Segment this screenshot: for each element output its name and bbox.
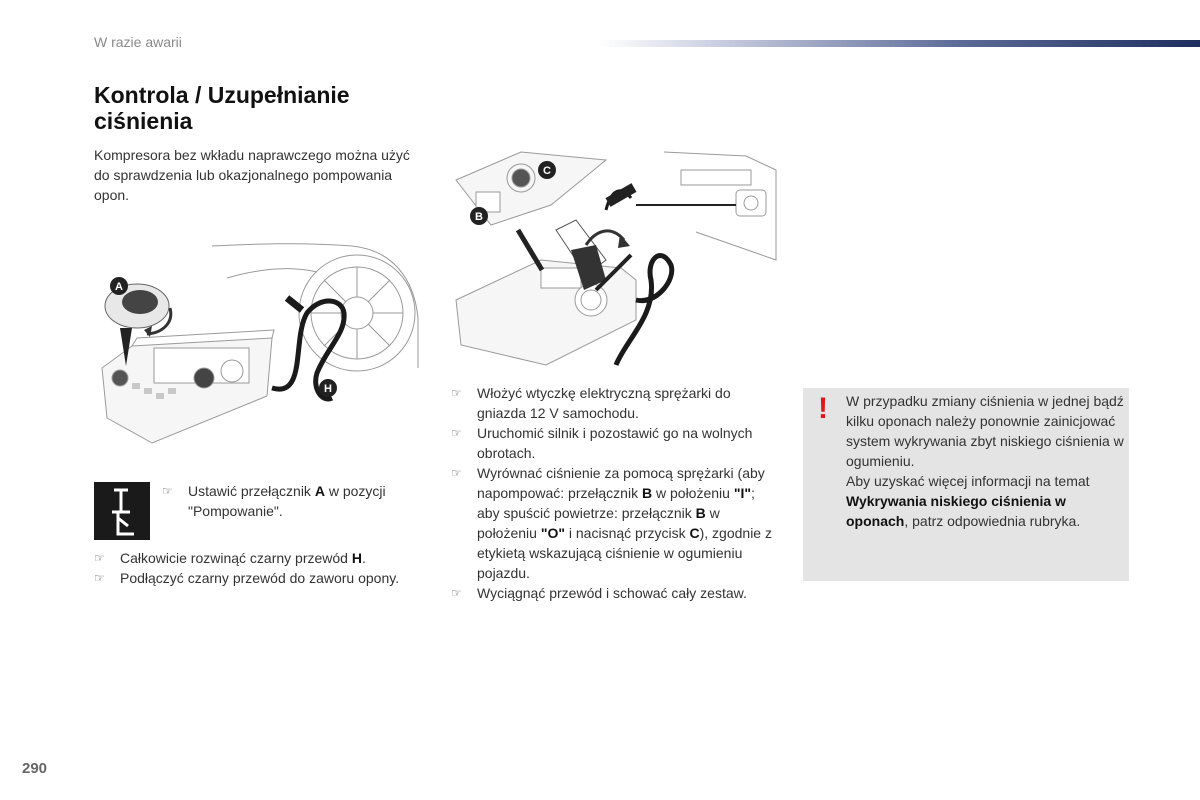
- hand-pointer-icon: ☞: [451, 426, 462, 440]
- label-b: B: [475, 211, 483, 223]
- list-item: ☞ Całkowicie rozwinąć czarny przewód H.: [94, 550, 366, 566]
- label-h: H: [324, 383, 332, 395]
- right-steps: [451, 383, 773, 603]
- compressor-detail-illustration: [446, 150, 778, 368]
- hand-pointer-icon: ☞: [451, 586, 462, 600]
- hand-pointer-icon: ☞: [451, 386, 462, 400]
- section-header: W razie awarii: [94, 34, 182, 50]
- header-gradient-bar: [600, 40, 1200, 47]
- warning-note: [803, 388, 1129, 581]
- hand-pointer-icon: ☞: [451, 466, 462, 480]
- list-item: ☞ Wyciągnąć przewód i schować cały zestaw.: [451, 585, 747, 601]
- list-item: ☞ Uruchomić silnik i pozostawić go na wolnych obrotach.: [451, 425, 753, 461]
- list-item: ☞ Podłączyć czarny przewód do zaworu opony.: [94, 570, 400, 586]
- label-c: C: [543, 165, 551, 177]
- hand-pointer-icon: ☞: [94, 551, 105, 565]
- left-steps-bottom: [94, 548, 414, 588]
- left-steps-top: [162, 481, 418, 521]
- list-item: ☞ Wyrównać ciśnienie za pomocą sprężarki (aby napompować: przełącznik B w położeniu "I"; aby spuścić powietrze: przełącznik B w położeniu "O" i nacisnąć przycisk C), zgodnie z etykietą wskazującą ciśnienie w ogumieniu pojazdu.: [451, 465, 772, 581]
- warning-text: W przypadku zmiany ciśnienia w jednej bądź kilku oponach należy ponownie zainicjować system wykrywania zbyt niskiego ciśnienia w ogumieniu. Aby uzyskać więcej informacji na temat Wykrywania niskiego ciśnienia w oponach, patrz odpowiednia rubryka.: [846, 393, 1124, 529]
- list-item: ☞ Włożyć wtyczkę elektryczną sprężarki do gniazda 12 V samochodu.: [451, 385, 731, 421]
- hand-pointer-icon: ☞: [94, 571, 105, 585]
- compressor-wheel-illustration: [92, 238, 422, 453]
- intro-paragraph: Kompresora bez wkładu naprawczego można użyć do sprawdzenia lub okazjonalnego pompowania opon.: [94, 147, 410, 203]
- compressor-mode-icon: [94, 482, 150, 540]
- page-title: Kontrola / Uzupełnianie ciśnienia: [94, 82, 350, 134]
- list-item: ☞ Ustawić przełącznik A w pozycji "Pompowanie".: [162, 483, 386, 519]
- exclamation-icon: !: [818, 392, 828, 425]
- hand-pointer-icon: ☞: [162, 484, 173, 498]
- label-a: A: [115, 281, 123, 293]
- page-number: 290: [22, 760, 48, 777]
